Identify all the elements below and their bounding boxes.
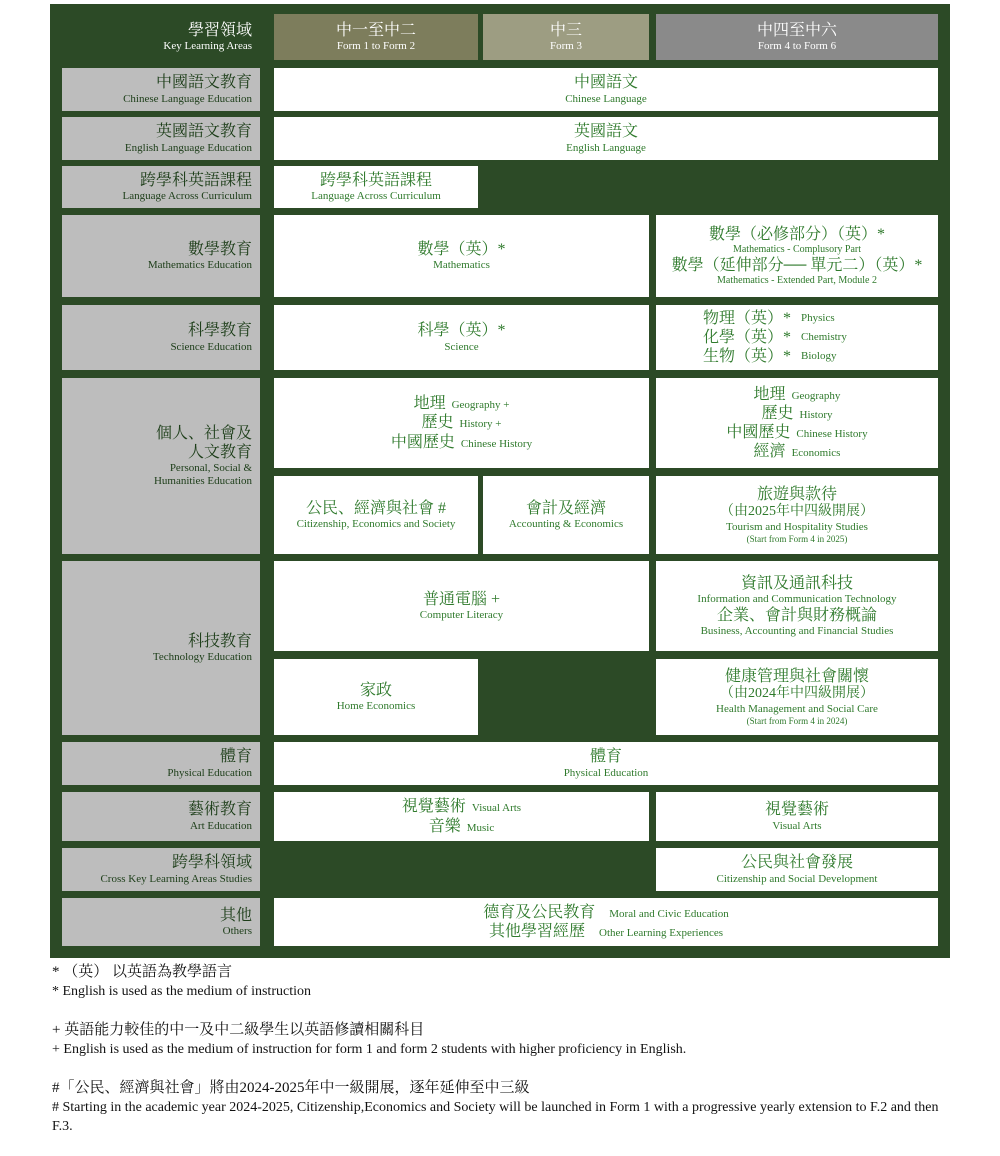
subject-lac-zh: 跨學科英語課程	[319, 171, 432, 189]
header-f4-zh: 中四至中六	[756, 21, 837, 39]
subject-tourism-hospitality	[656, 476, 938, 554]
area-english-zh: 英國語文教育	[155, 123, 252, 141]
area-pe-zh: 體育	[219, 748, 252, 766]
area-others-zh: 其他	[219, 906, 252, 924]
area-others	[62, 898, 260, 946]
header-form4-6	[656, 14, 938, 60]
humanities-senior-chinese-history	[726, 423, 867, 442]
ole-en: Other Learning Experiences	[599, 927, 723, 939]
area-pe-en: Physical Education	[167, 766, 252, 779]
subject-math-junior-zh: 數學（英）*	[417, 240, 506, 258]
area-english	[62, 117, 260, 160]
area-cross-kla	[62, 848, 260, 891]
subject-health-en1: Health Management and Social Care	[716, 703, 878, 715]
sr-history-en: History	[799, 408, 833, 421]
subject-math-junior-en: Mathematics	[433, 259, 490, 271]
subject-acct-en: Accounting & Economics	[508, 518, 624, 530]
others-moral-civic	[483, 903, 728, 922]
area-science	[62, 305, 260, 370]
subject-pe-zh: 體育	[589, 748, 622, 766]
note-hash-zh: #「公民、經濟與社會」將由2024-2025年中一級開展，逐年延伸至中三級	[52, 1080, 530, 1096]
chinese-history-zh: 中國歷史	[390, 433, 455, 451]
area-arts-en: Art Education	[189, 819, 252, 832]
sr-geography-en: Geography	[791, 389, 841, 402]
humanities-senior-economics	[754, 442, 841, 461]
note-star-zh: * （英） 以英語為教學語言	[52, 964, 233, 980]
area-cross-zh: 跨學科領域	[171, 854, 252, 872]
area-science-en: Science Education	[170, 340, 252, 353]
sr-chinese-history-en: Chinese History	[796, 428, 868, 440]
subject-humanities-senior	[656, 378, 938, 468]
humanities-junior-geography	[414, 394, 510, 413]
subject-ict-bafs	[656, 561, 938, 651]
subject-math-compulsory-zh: 數學（必修部分）（英）*	[708, 225, 885, 243]
area-others-en: Others	[222, 925, 252, 937]
area-pshe-en2: Humanities Education	[153, 475, 252, 488]
area-arts-zh: 藝術教育	[187, 801, 252, 819]
area-pshe-zh1: 個人、社會及	[155, 424, 252, 442]
arts-junior-music	[429, 817, 495, 836]
subject-biology-zh: 生物（英）*	[702, 348, 791, 366]
history-en: History +	[459, 418, 502, 431]
subject-math-junior	[274, 215, 649, 297]
area-lac-zh: 跨學科英語課程	[139, 171, 252, 189]
humanities-senior-history	[761, 404, 832, 423]
subject-ces-zh: 公民、經濟與社會 #	[305, 499, 446, 517]
subject-ces-en: Citizenship, Economics and Society	[296, 518, 456, 530]
sr-chinese-history-zh: 中國歷史	[726, 424, 791, 441]
subject-citizenship-economics-society	[274, 476, 478, 554]
area-language-across-curriculum	[62, 166, 260, 208]
subject-ict-en: Information and Communication Technology	[697, 592, 897, 605]
header-f1-en: Form 1 to Form 2	[336, 40, 416, 52]
subject-science-junior-zh: 科學（英）*	[417, 322, 506, 340]
moral-civic-zh: 德育及公民教育	[483, 903, 596, 921]
subject-pe-en: Physical Education	[563, 766, 649, 779]
subject-health-en2: (Start from Form 4 in 2024)	[746, 716, 848, 727]
subject-math-extended-en: Mathematics - Extended Part, Module 2	[717, 275, 877, 287]
subject-english-zh: 英國語文	[573, 123, 638, 141]
geography-en: Geography +	[451, 399, 510, 412]
subject-health-zh2: （由2024年中四級開展）	[720, 686, 874, 702]
subject-home-econ-en: Home Economics	[336, 700, 416, 712]
sr-economics-en: Economics	[791, 447, 841, 460]
moral-civic-en: Moral and Civic Education	[609, 907, 729, 920]
subject-computer-literacy	[274, 561, 649, 651]
curriculum-table	[50, 4, 950, 958]
subject-physics-en: Physics	[801, 311, 835, 324]
note-plus-zh: + 英語能力較佳的中一及中二級學生以英語修讀相關科目	[52, 1022, 425, 1038]
area-cross-en: Cross Key Learning Areas Studies	[100, 872, 252, 885]
area-english-en: English Language Education	[124, 141, 252, 154]
history-zh: 歷史	[421, 414, 454, 432]
subject-biology-en: Biology	[801, 350, 837, 363]
subject-humanities-junior	[274, 378, 649, 468]
header-f1-zh: 中一至中二	[335, 21, 416, 39]
area-chinese-en: Chinese Language Education	[123, 92, 252, 105]
humanities-junior-chinese-history	[391, 433, 532, 452]
science-senior-list	[703, 309, 891, 367]
area-pshe-zh2: 人文教育	[187, 443, 252, 461]
header-form1-2	[274, 14, 478, 60]
subject-physics-zh: 物理（英）*	[702, 309, 791, 327]
header-f4-en: Form 4 to Form 6	[757, 40, 837, 52]
subject-others	[274, 898, 938, 946]
area-chinese	[62, 68, 260, 111]
subject-language-across-curriculum	[274, 166, 478, 208]
header-kla-en: Key Learning Areas	[163, 40, 252, 52]
sr-history-zh: 歷史	[761, 404, 794, 422]
header-f3-zh: 中三	[549, 21, 582, 39]
subject-chinese-zh: 中國語文	[573, 74, 638, 92]
subject-acct-zh: 會計及經濟	[525, 499, 606, 517]
subject-citizenship-social-development	[656, 848, 938, 891]
note-star-en: * English is used as the medium of instruction	[52, 984, 311, 999]
subject-arts-senior-zh: 視覺藝術	[764, 801, 829, 819]
header-f3-en: Form 3	[549, 40, 583, 52]
subject-arts-senior-en: Visual Arts	[772, 819, 822, 832]
area-personal-social-humanities	[62, 378, 260, 554]
subject-csd-en: Citizenship and Social Development	[716, 872, 878, 885]
others-ole	[489, 922, 723, 941]
subject-tourism-en1: Tourism and Hospitality Studies	[726, 521, 868, 533]
subject-chinese-en: Chinese Language	[565, 92, 647, 105]
subject-arts-senior	[656, 792, 938, 841]
area-physical-education	[62, 742, 260, 785]
ole-zh: 其他學習經歷	[488, 923, 585, 940]
area-tech-zh: 科技教育	[187, 632, 252, 650]
area-technology	[62, 561, 260, 735]
subject-math-senior	[656, 215, 938, 297]
subject-math-compulsory-en: Mathematics - Complusory Part	[732, 244, 862, 255]
area-math-en: Mathematics Education	[147, 259, 252, 271]
header-kla-zh: 學習領域	[187, 21, 252, 39]
area-chinese-zh: 中國語文教育	[155, 74, 252, 92]
humanities-junior-history	[422, 413, 502, 432]
subject-bafs-en: Business, Accounting and Financial Studies	[700, 625, 894, 638]
subject-physical-education	[274, 742, 938, 785]
subject-arts-junior	[274, 792, 649, 841]
subject-english-language	[274, 117, 938, 160]
subject-tourism-en2: (Start from Form 4 in 2025)	[746, 534, 848, 545]
subject-chemistry-en: Chemistry	[801, 330, 847, 343]
subject-health-zh1: 健康管理與社會關懷	[724, 668, 869, 686]
area-pshe-en1: Personal, Social &	[169, 462, 252, 474]
subject-math-extended-zh: 數學（延伸部分── 單元二）（英）*	[671, 257, 923, 274]
subject-accounting-economics	[483, 476, 649, 554]
subject-computer-zh: 普通電腦 +	[422, 590, 501, 608]
visual-arts-zh: 視覺藝術	[401, 798, 466, 816]
subject-computer-en: Computer Literacy	[419, 609, 504, 621]
note-plus-en: + English is used as the medium of instruction for form 1 and form 2 students with higher proficiency in English.	[52, 1042, 687, 1057]
area-arts	[62, 792, 260, 841]
subject-tourism-zh1: 旅遊與款待	[756, 486, 837, 504]
subject-science-junior	[274, 305, 649, 370]
visual-arts-en: Visual Arts	[471, 802, 522, 815]
subject-chinese-language	[274, 68, 938, 111]
subject-chemistry-zh: 化學（英）*	[702, 328, 791, 346]
sr-geography-zh: 地理	[753, 385, 786, 403]
subject-health-management	[656, 659, 938, 735]
arts-junior-visual-arts	[402, 797, 521, 816]
header-form3	[483, 14, 649, 60]
subject-csd-zh: 公民與社會發展	[740, 854, 853, 872]
humanities-senior-geography	[754, 385, 841, 404]
subject-ict-zh: 資訊及通訊科技	[740, 574, 853, 592]
subject-science-junior-en: Science	[444, 340, 479, 353]
area-science-zh: 科學教育	[187, 322, 252, 340]
subject-lac-en: Language Across Curriculum	[311, 190, 441, 202]
subject-english-en: English Language	[566, 141, 646, 154]
area-lac-en: Language Across Curriculum	[122, 190, 252, 202]
header-key-learning-areas	[62, 14, 260, 60]
subject-home-economics	[274, 659, 478, 735]
chinese-history-en: Chinese History	[460, 437, 533, 450]
subject-science-senior	[656, 305, 938, 370]
area-math-zh: 數學教育	[187, 240, 252, 258]
area-mathematics	[62, 215, 260, 297]
subject-home-econ-zh: 家政	[359, 681, 392, 699]
subject-tourism-zh2: （由2025年中四級開展）	[720, 504, 874, 520]
note-hash-en: # Starting in the academic year 2024-2025, Citizenship,Economics and Society will be launched in Form 1 with a progressive yearly extension to F.2 and then F.3.	[52, 1100, 939, 1134]
area-tech-en: Technology Education	[152, 651, 252, 663]
subject-bafs-zh: 企業、會計與財務概論	[716, 607, 877, 624]
sr-economics-zh: 經濟	[753, 443, 786, 461]
music-en: Music	[466, 821, 495, 834]
geography-zh: 地理	[413, 395, 446, 413]
music-zh: 音樂	[428, 817, 461, 835]
footnotes	[52, 963, 952, 1136]
